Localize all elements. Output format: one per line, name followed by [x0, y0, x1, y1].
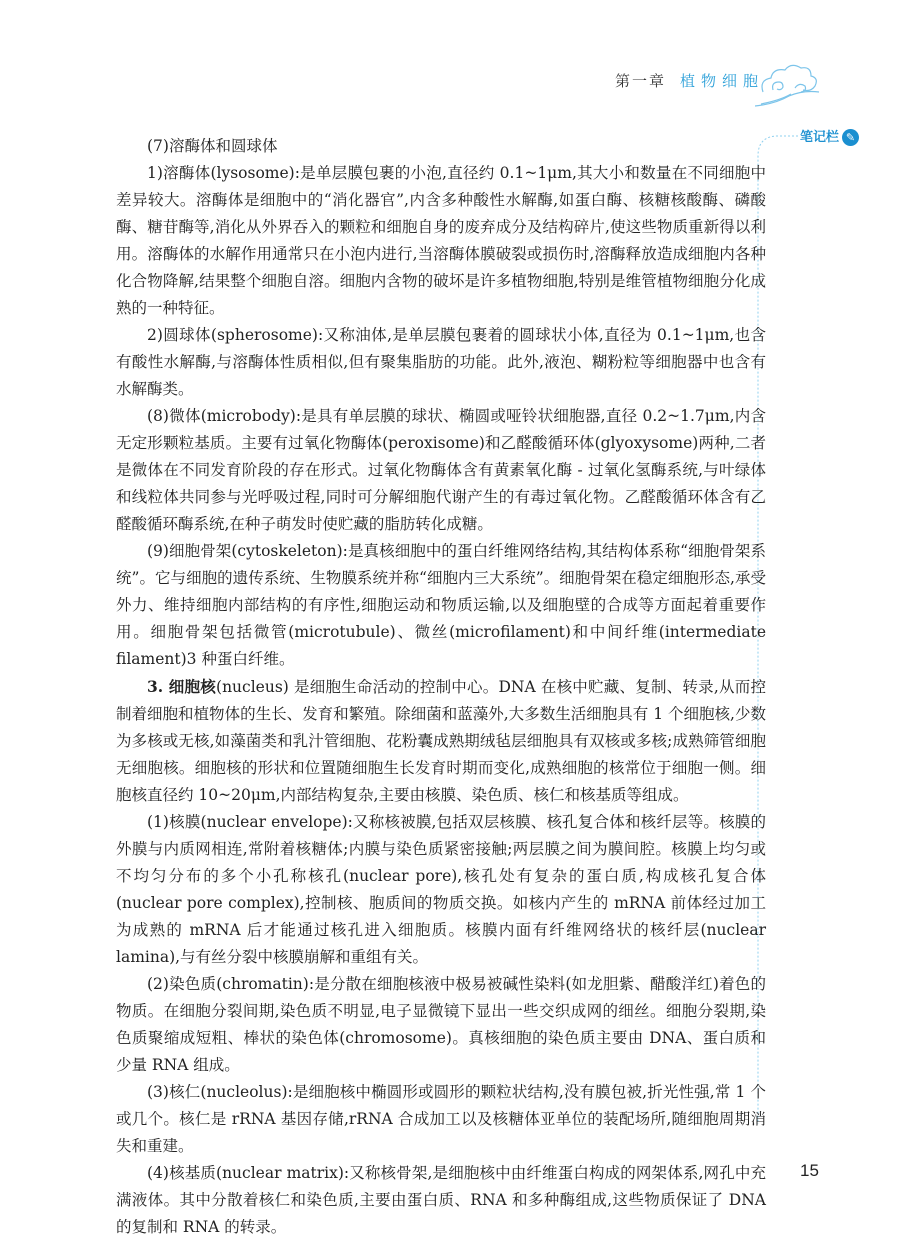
chapter-number: 第一章	[615, 72, 667, 90]
paragraph-nuclear-matrix: (4)核基质(nuclear matrix):又称核骨架,是细胞核中由纤维蛋白构成的网架体系,网孔中充满液体。其中分散着核仁和染色质,主要由蛋白质、RNA 和多种酶组成,这些物质保证了 DNA 的复制和 RNA 的转录。	[116, 1164, 766, 1236]
paragraph-spherosome: 2)圆球体(spherosome):又称油体,是单层膜包裹着的圆球状小体,直径为 0.1~1μm,也含有酸性水解酶,与溶酶体性质相似,但有聚集脂肪的功能。此外,液泡、糊粉粒等细胞器中也含有水解酶类。	[116, 326, 766, 398]
section-heading-nucleus: 3. 细胞核	[147, 677, 217, 696]
page-number: 15	[800, 1161, 819, 1180]
running-header	[615, 70, 764, 91]
cloud-ornament-icon	[755, 62, 825, 107]
body-text	[116, 133, 766, 1241]
paragraph-nucleus	[116, 673, 766, 809]
note-pencil-icon: ✎	[842, 129, 859, 146]
subheading-lysosome-spherosome: (7)溶酶体和圆球体	[147, 137, 278, 155]
notes-label: 笔记栏	[800, 130, 840, 145]
notes-column-label	[800, 126, 859, 146]
paragraph-lysosome: 1)溶酶体(lysosome):是单层膜包裹的小泡,直径约 0.1~1μm,其大小和数量在不同细胞中差异较大。溶酶体是细胞中的“消化器官”,内含多种酸性水解酶,如蛋白酶、核糖核酸酶、磷酸酶、糖苷酶等,消化从外界吞入的颗粒和细胞自身的废弃成分及结构碎片,使这些物质重新得以利用。溶酶体的水解作用通常只在小泡内进行,当溶酶体膜破裂或损伤时,溶酶释放造成细胞内各种化合物降解,结果整个细胞自溶。细胞内含物的破坏是许多植物细胞,特别是维管植物细胞分化成熟的一种特征。	[116, 164, 766, 317]
paragraph-chromatin: (2)染色质(chromatin):是分散在细胞核液中极易被碱性染料(如龙胆紫、醋酸洋红)着色的物质。在细胞分裂间期,染色质不明显,电子显微镜下显出一些交织成网的细丝。细胞分裂期,染色质聚缩成短粗、棒状的染色体(chromosome)。真核细胞的染色质主要由 DNA、蛋白质和少量 RNA 组成。	[116, 975, 766, 1074]
paragraph-microbody: (8)微体(microbody):是具有单层膜的球状、椭圆或哑铃状细胞器,直径 0.2~1.7μm,内含无定形颗粒基质。主要有过氧化物酶体(peroxisome)和乙醛酸循环体(glyoxysome)两种,二者是微体在不同发育阶段的存在形式。过氧化物酶体含有黄素氧化酶 - 过氧化氢酶系统,与叶绿体和线粒体共同参与光呼吸过程,同时可分解细胞代谢产生的有毒过氧化物。乙醛酸循环体含有乙醛酸循环酶系统,在种子萌发时使贮藏的脂肪转化成糖。	[116, 407, 766, 533]
chapter-title: 植物细胞	[680, 72, 765, 90]
paragraph-nuclear-envelope: (1)核膜(nuclear envelope):又称核被膜,包括双层核膜、核孔复合体和核纤层等。核膜的外膜与内质网相连,常附着核糖体;内膜与染色质紧密接触;两层膜之间为膜间腔。核膜上均匀或不均匀分布的多个小孔称核孔(nuclear pore),核孔处有复杂的蛋白质,构成核孔复合体(nuclear pore complex),控制核、胞质间的物质交换。如核内产生的 mRNA 前体经过加工为成熟的 mRNA 后才能通过核孔进入细胞质。核膜内面有纤维网络状的核纤层(nuclear lamina),与有丝分裂中核膜崩解和重组有关。	[116, 813, 766, 966]
nucleus-text: (nucleus) 是细胞生命活动的控制中心。DNA 在核中贮藏、复制、转录,从而控制着细胞和植物体的生长、发育和繁殖。除细菌和蓝藻外,大多数生活细胞具有 1 个细胞核,少数为多核或无核,如藻菌类和乳汁管细胞、花粉囊成熟期绒毡层细胞具有双核或多核;成熟筛管细胞无细胞核。细胞核的形状和位置随细胞生长发育时期而变化,成熟细胞的核常位于细胞一侧。细胞核直径约 10~20μm,内部结构复杂,主要由核膜、染色质、核仁和核基质等组成。	[116, 678, 767, 804]
paragraph-nucleolus: (3)核仁(nucleolus):是细胞核中椭圆形或圆形的颗粒状结构,没有膜包被,折光性强,常 1 个或几个。核仁是 rRNA 基因存储,rRNA 合成加工以及核糖体亚单位的装配场所,随细胞周期消失和重建。	[116, 1083, 766, 1155]
paragraph-cytoskeleton: (9)细胞骨架(cytoskeleton):是真核细胞中的蛋白纤维网络结构,其结构体系称“细胞骨架系统”。它与细胞的遗传系统、生物膜系统并称“细胞内三大系统”。细胞骨架在稳定细胞形态,承受外力、维持细胞内部结构的有序性,细胞运动和物质运输,以及细胞壁的合成等方面起着重要作用。细胞骨架包括微管(microtubule)、微丝(microfilament)和中间纤维(intermediate filament)3 种蛋白纤维。	[116, 542, 766, 668]
